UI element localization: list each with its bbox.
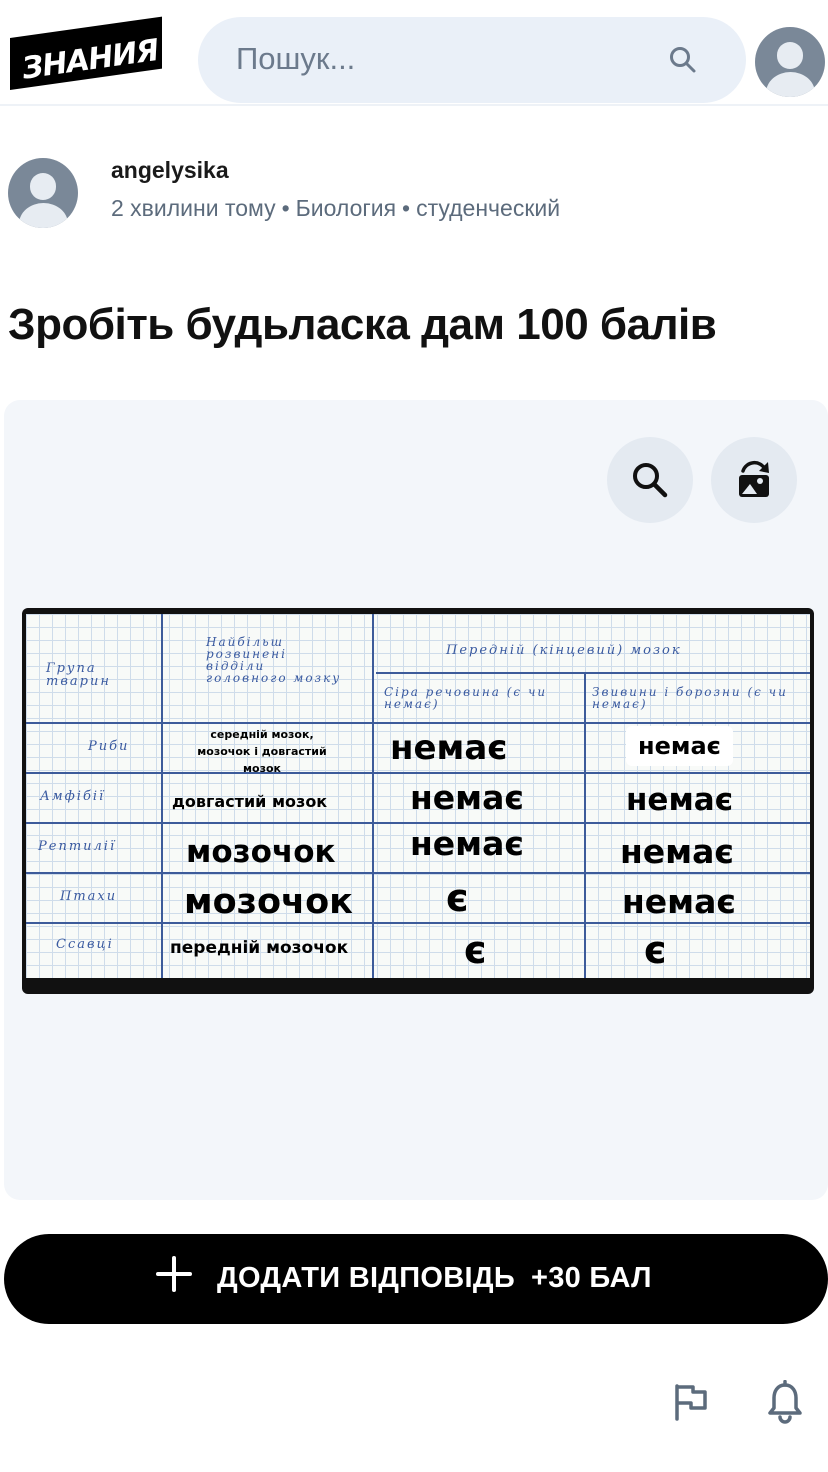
answer-birds-conv: немає [622, 882, 736, 921]
answer-fish-conv: немає [626, 726, 733, 766]
table-subheader-line [376, 672, 810, 674]
table-row-line [26, 922, 810, 924]
brainly-logo[interactable] [10, 24, 162, 90]
row-label-amphibians: Амфібії [40, 789, 106, 804]
answer-mammals-dept: передній мозочок [170, 938, 349, 958]
separator-dot: • [281, 195, 290, 221]
search-input[interactable]: Пошук... [236, 41, 356, 76]
avatar-head-shape [777, 42, 804, 69]
question-title: Зробіть будьласка дам 100 балів [8, 300, 717, 349]
attached-image[interactable] [22, 608, 814, 994]
question-meta [111, 195, 560, 222]
user-avatar-icon[interactable] [755, 27, 825, 97]
answer-amphibians-conv: немає [626, 782, 734, 818]
header-divider [0, 104, 828, 106]
question-subject[interactable]: Биология [295, 195, 397, 221]
add-answer-text: ДОДАТИ ВІДПОВІДЬ [217, 1262, 515, 1294]
header-convolutions: Звивини і борозни (є чи немає) [592, 685, 788, 711]
answer-birds-gray: є [446, 876, 469, 920]
row-label-reptiles: Рептилії [38, 839, 117, 854]
header-gray-matter: Сіра речовина (є чи немає) [384, 685, 548, 711]
zoom-button[interactable] [607, 437, 693, 523]
avatar-body-shape [19, 203, 68, 228]
add-answer-button[interactable] [4, 1234, 828, 1324]
add-answer-label [217, 1262, 652, 1295]
author-avatar-icon[interactable] [8, 158, 78, 228]
answer-reptiles-dept: мозочок [186, 834, 336, 870]
author-username[interactable]: angelysika [111, 157, 229, 183]
table-row-line [26, 772, 810, 774]
answer-fish-gray: немає [390, 728, 508, 768]
table-row-line [26, 872, 810, 874]
question-time: 2 хвилини тому [111, 195, 276, 221]
answer-amphibians-gray: немає [410, 778, 524, 817]
answer-mammals-conv: є [644, 928, 667, 972]
logo-text: ЗНАНИЯ [20, 32, 161, 87]
header-group: Група тварин [46, 661, 111, 689]
table-row-line [26, 722, 810, 724]
search-bar[interactable] [198, 17, 746, 103]
row-label-mammals: Ссавці [56, 937, 114, 952]
question-level: студенческий [416, 195, 561, 221]
table-col-line [161, 614, 163, 978]
bell-icon[interactable] [766, 1380, 804, 1424]
table-col-line [372, 614, 374, 978]
header-most-developed: Найбільш розвинені відділи головного мозку [206, 635, 342, 685]
answer-birds-dept: мозочок [184, 882, 353, 922]
answer-reptiles-conv: немає [620, 832, 734, 871]
avatar-head-shape [30, 173, 57, 200]
zoom-icon [629, 459, 671, 501]
header-forebrain: Передній (кінцевий) мозок [446, 643, 682, 658]
avatar-body-shape [766, 72, 815, 97]
plus-icon [154, 1254, 194, 1294]
table-col-line [584, 672, 586, 978]
separator-dot: • [402, 195, 411, 221]
worksheet-table [26, 614, 810, 978]
answer-amphibians-dept: довгастий мозок [172, 792, 328, 811]
row-label-birds: Птахи [60, 889, 118, 904]
answer-reptiles-gray: немає [410, 824, 524, 863]
answer-mammals-gray: є [464, 928, 487, 972]
flag-icon[interactable] [673, 1383, 709, 1421]
add-answer-points: +30 БАЛ [530, 1262, 652, 1294]
search-icon[interactable] [668, 45, 698, 75]
rotate-image-icon [733, 459, 775, 501]
row-label-fish: Риби [88, 739, 130, 754]
answer-fish-dept: середній мозок, мозочок і довгастий мозок [197, 728, 327, 775]
rotate-image-button[interactable] [711, 437, 797, 523]
